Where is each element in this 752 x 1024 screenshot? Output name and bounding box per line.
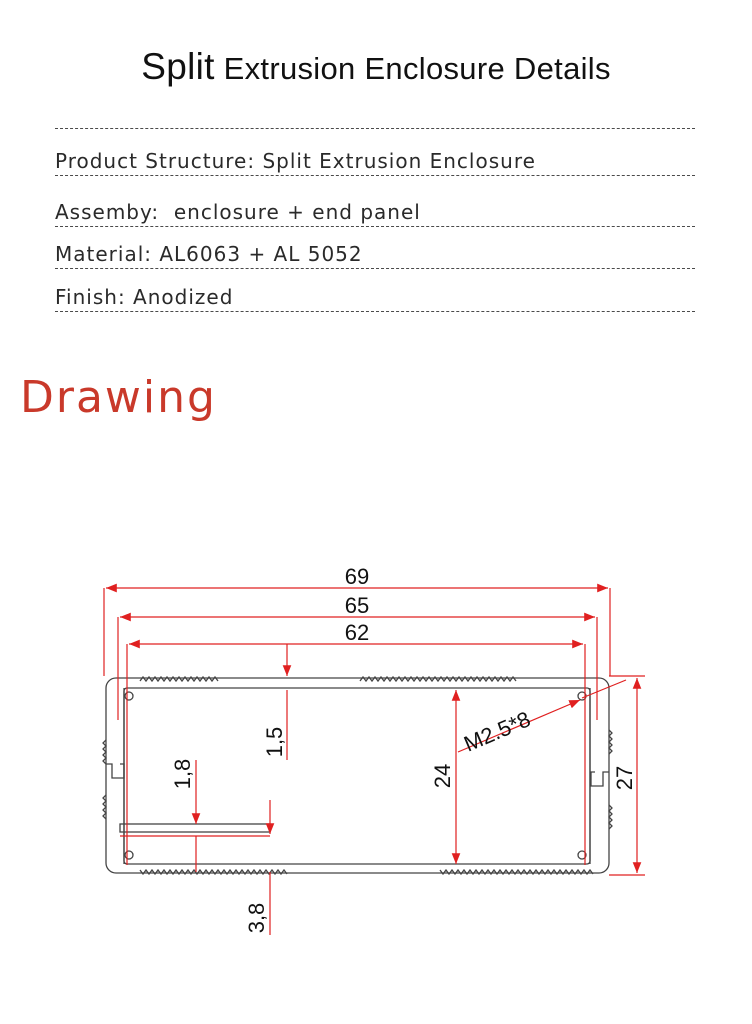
left-clip-slot (106, 764, 124, 778)
spec-value: Anodized (133, 285, 234, 309)
spec-label: Product Structure (55, 149, 248, 173)
dim-label-top-wall: 1,5 (262, 726, 287, 758)
spec-separator: : (151, 200, 160, 224)
spec-separator: : (117, 285, 126, 309)
dim-label-bottom-offset: 3,8 (244, 902, 269, 934)
dim-label-outer-width: 69 (344, 564, 370, 589)
spec-label: Material (55, 242, 145, 266)
dim-label-inner-width: 62 (344, 620, 370, 645)
spec-row-assembly (55, 176, 695, 226)
title-rest: Extrusion Enclosure Details (223, 51, 611, 86)
spec-value: enclosure + end panel (173, 200, 421, 224)
spec-table (55, 128, 695, 312)
dim-label-slot-thickness: 1,8 (170, 758, 195, 790)
dim-label-inner-height: 24 (430, 763, 455, 789)
pcb-slot (120, 824, 270, 832)
spec-row-material (55, 227, 695, 268)
spec-row-structure (55, 129, 695, 175)
dim-label-outer-height: 27 (612, 765, 637, 791)
screw-boss-top-left (125, 692, 133, 700)
spec-label: Finish (55, 285, 118, 309)
spec-divider (55, 311, 695, 312)
right-clip-slot (591, 772, 609, 786)
spec-value: AL6063 + AL 5052 (159, 242, 363, 266)
title-first-word: Split (141, 46, 215, 87)
screw-boss-bottom-left (125, 851, 133, 859)
spec-separator: : (144, 242, 152, 266)
spec-row-finish (55, 269, 695, 311)
spec-separator: : (247, 149, 256, 173)
spec-value: Split Extrusion Enclosure (262, 149, 536, 173)
dim-label-screw-spec: M2.5*8 (460, 706, 535, 757)
dim-label-middle-width: 65 (344, 593, 370, 618)
drawing-heading: Drawing (20, 372, 217, 423)
spec-label: Assemby (55, 200, 152, 224)
page-title (0, 46, 752, 88)
enclosure-technical-drawing (0, 540, 752, 960)
